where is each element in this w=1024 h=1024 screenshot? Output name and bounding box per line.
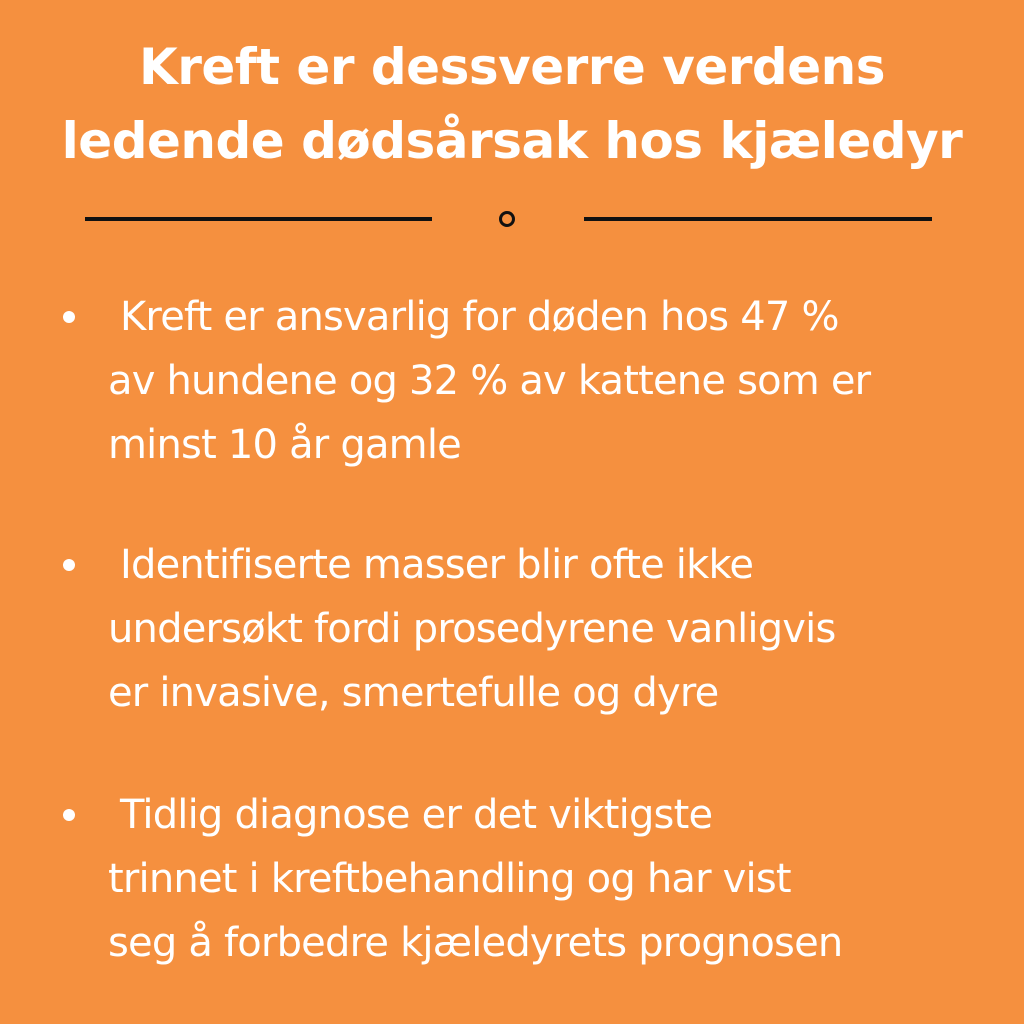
list-item-line: Identifiserte masser blir ofte ikke	[120, 542, 754, 588]
list-item-text	[108, 783, 1008, 975]
list-item-line: minst 10 år gamle	[108, 422, 461, 468]
title-line-1: Kreft er dessverre verdens	[139, 38, 885, 96]
list-item-text	[108, 285, 1008, 477]
bullet-dot-icon	[63, 559, 75, 571]
list-item-text	[108, 533, 1008, 725]
list-item-line: er invasive, smertefulle og dyre	[108, 670, 719, 716]
list-item-line: seg å forbedre kjæledyrets prognosen	[108, 920, 843, 966]
list-item-line: Kreft er ansvarlig for døden hos 47 %	[120, 294, 839, 340]
bullet-dot-icon	[63, 311, 75, 323]
bullet-dot-icon	[63, 809, 75, 821]
title-line-2: ledende dødsårsak hos kjæledyr	[61, 112, 963, 170]
list-item-line: trinnet i kreftbehandling og har vist	[108, 856, 791, 902]
list-item-line: Tidlig diagnose er det viktigste	[120, 792, 713, 838]
list-item-line: av hundene og 32 % av kattene som er	[108, 358, 871, 404]
list-item-line: undersøkt fordi prosedyrene vanligvis	[108, 606, 836, 652]
